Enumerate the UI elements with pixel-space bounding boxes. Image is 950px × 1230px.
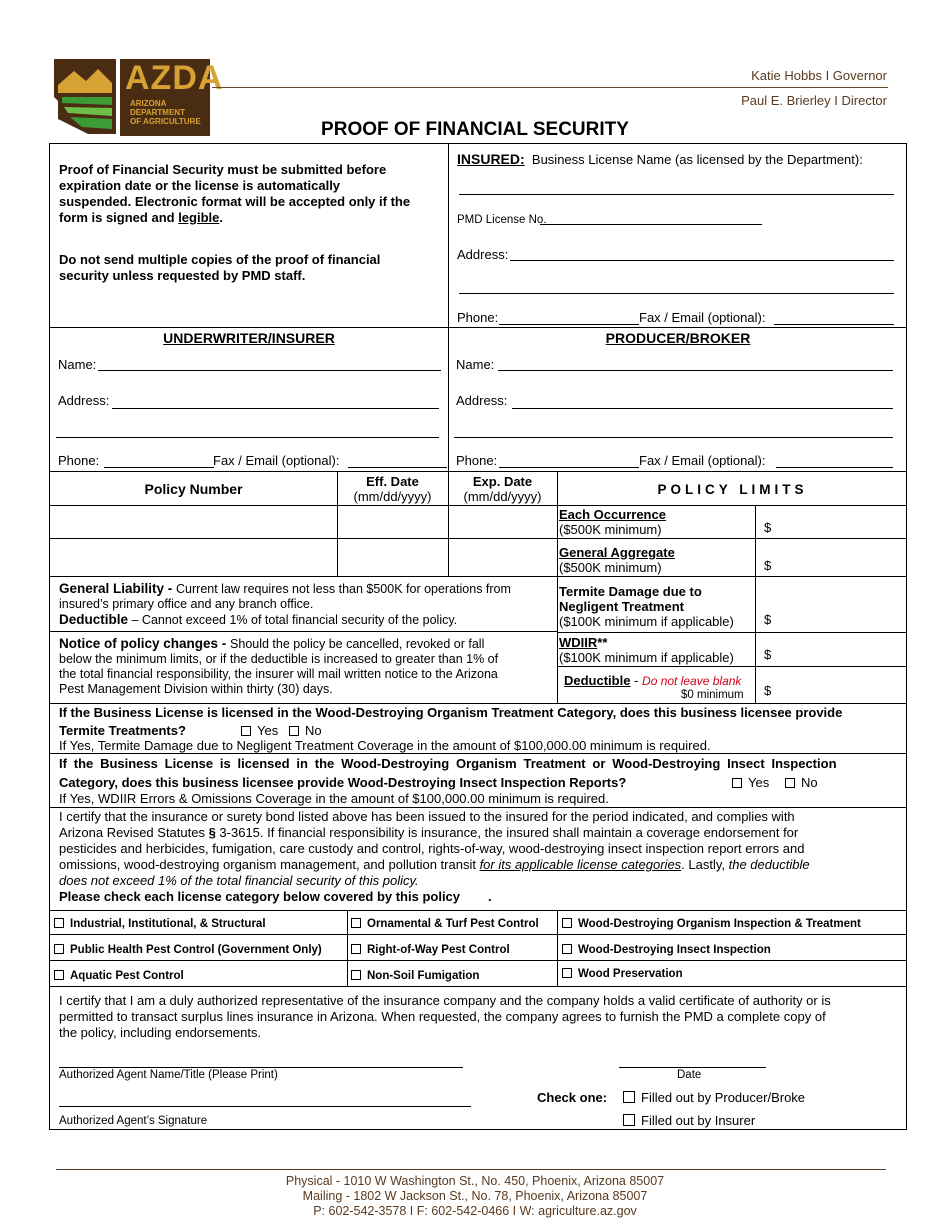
policy-number-field-2[interactable] [50, 539, 337, 576]
date-label: Date [677, 1069, 702, 1081]
policy-limits-header: POLICY LIMITS [657, 482, 808, 497]
header-divider [212, 87, 888, 88]
checkbox-icon[interactable] [351, 970, 361, 980]
checkbox-icon[interactable] [54, 970, 64, 980]
director-name: Paul E. Brierley I Director [741, 93, 887, 108]
insured-fax-label: Fax / Email (optional): [639, 310, 766, 325]
category-wdi-inspection[interactable]: Wood-Destroying Insect Inspection [562, 943, 771, 958]
option-insurer[interactable]: Filled out by Insurer [623, 1113, 755, 1128]
producer-phone-label: Phone: [456, 453, 498, 468]
certify-period: . [488, 889, 492, 904]
producer-address-field[interactable] [512, 408, 893, 409]
general-aggregate-label: General Aggregate ($500K minimum) [559, 545, 675, 575]
wdiir-label: WDIIR** ($100K minimum if applicable) [559, 635, 734, 665]
checkbox-icon[interactable] [562, 944, 572, 954]
producer-phone-field[interactable] [499, 467, 639, 468]
logo-text: AZDA [125, 59, 224, 97]
underwriter-address-label: Address: [58, 393, 110, 408]
category-wood-preservation[interactable]: Wood Preservation [562, 967, 683, 982]
underwriter-fax-label: Fax / Email (optional): [213, 453, 340, 468]
category-public-health[interactable]: Public Health Pest Control (Government Only) [54, 943, 322, 958]
pmd-license-label: PMD License No. [457, 214, 547, 226]
termite-yes-option[interactable]: Yes [241, 723, 278, 738]
form-container [49, 143, 907, 1130]
wdiir-dollar[interactable]: $ [764, 647, 772, 662]
underwriter-name-label: Name: [58, 357, 97, 372]
insured-address-label: Address: [457, 247, 509, 262]
logo-subtitle-1: ARIZONA [130, 99, 167, 108]
each-occurrence-dollar[interactable]: $ [764, 520, 772, 535]
category-aquatic[interactable]: Aquatic Pest Control [54, 969, 184, 984]
insured-address-field-2[interactable] [459, 293, 894, 294]
governor-name: Katie Hobbs I Governor [751, 68, 887, 83]
underwriter-phone-field[interactable] [104, 467, 214, 468]
general-liability-note: General Liability - Current law requires not less than $500K for operations from insured’s primary office and any branch office. Deductible – Cannot exceed 1% of total financial security of the policy. [59, 581, 511, 627]
eff-date-field-2[interactable] [338, 539, 448, 576]
wdiir-note: If Yes, WDIIR Errors & Omissions Coverage in the amount of $100,000.00 minimum is required. [59, 791, 609, 806]
termite-no-option[interactable]: No [289, 723, 322, 738]
agent-signature-field[interactable] [59, 1106, 471, 1107]
termite-question-cont: Termite Treatments? [59, 723, 186, 738]
insured-phone-field[interactable] [499, 324, 639, 325]
underwriter-heading: UNDERWRITER/INSURER [163, 330, 335, 346]
option-producer-broker[interactable]: Filled out by Producer/Broke [623, 1090, 805, 1105]
producer-fax-field[interactable] [776, 467, 893, 468]
checkbox-icon[interactable] [351, 944, 361, 954]
policy-number-header: Policy Number [144, 481, 243, 497]
producer-name-label: Name: [456, 357, 495, 372]
insured-fax-field[interactable] [774, 324, 894, 325]
footer-mailing-address: Mailing - 1802 W Jackson St., No. 78, Phoenix, Arizona 85007 [302, 1189, 648, 1203]
eff-date-field-1[interactable] [338, 506, 448, 538]
deductible-minimum: $0 minimum [681, 689, 744, 701]
intro-paragraph-1: Proof of Financial Security must be submitted before expiration date or the license is automatically suspended. Electronic format will be accepted only if the form is signed and legible. [59, 162, 411, 225]
termite-damage-dollar[interactable]: $ [764, 612, 772, 627]
producer-address-field-2[interactable] [454, 437, 893, 438]
deductible-dollar[interactable]: $ [764, 683, 772, 698]
underwriter-name-field[interactable] [98, 370, 441, 371]
checkbox-icon[interactable] [289, 726, 299, 736]
exp-date-header: Exp. Date (mm/dd/yyyy) [463, 474, 542, 504]
notice-of-policy-changes: Notice of policy changes - Should the policy be cancelled, revoked or fall below the minimum limits, or if the deductible is increased to greater than 1% of the total financial responsibility, the insurer will mail written notice to the Arizona Pest Management Division within thirty (30) days. [59, 636, 499, 696]
agent-certification: I certify that I am a duly authorized representative of the insurance company and the company holds a valid certificate of authority or is permitted to transact surplus lines insurance in Arizona. When requested, the company agrees to furnish the PMD a complete copy of the policy, including endorsements. [59, 993, 831, 1040]
deductible-label: Deductible - Do not leave blank [564, 673, 742, 688]
producer-heading: PRODUCER/BROKER [605, 330, 751, 346]
checkbox-icon[interactable] [54, 944, 64, 954]
footer-contact: P: 602-542-3578 I F: 602-542-0466 I W: agriculture.az.gov [313, 1204, 637, 1218]
wdiir-yes-option[interactable]: Yes [732, 775, 769, 790]
underwriter-phone-label: Phone: [58, 453, 100, 468]
category-non-soil-fumigation[interactable]: Non-Soil Fumigation [351, 969, 479, 984]
underwriter-fax-field[interactable] [348, 467, 447, 468]
checkbox-icon[interactable] [732, 778, 742, 788]
exp-date-field-2[interactable] [449, 539, 557, 576]
pmd-license-field[interactable] [540, 224, 762, 225]
producer-address-label: Address: [456, 393, 508, 408]
footer-physical-address: Physical - 1010 W Washington St., No. 450, Phoenix, Arizona 85007 [285, 1174, 665, 1188]
each-occurrence-label: Each Occurrence ($500K minimum) [559, 507, 666, 537]
checkbox-icon[interactable] [351, 918, 361, 928]
exp-date-field-1[interactable] [449, 506, 557, 538]
underwriter-address-field-2[interactable] [56, 437, 439, 438]
checkbox-icon[interactable] [54, 918, 64, 928]
wdiir-question-cont: Category, does this business licensee provide Wood-Destroying Insect Inspection Reports? [59, 775, 627, 790]
intro-paragraph-2: Do not send multiple copies of the proof of financial security unless requested by PMD staff. [59, 252, 381, 283]
check-one-label: Check one: [537, 1090, 608, 1105]
category-ornamental-turf[interactable]: Ornamental & Turf Pest Control [351, 917, 539, 932]
insured-phone-label: Phone: [457, 310, 499, 325]
producer-fax-label: Fax / Email (optional): [639, 453, 766, 468]
checkbox-icon[interactable] [623, 1091, 635, 1103]
termite-damage-label: Termite Damage due to Negligent Treatment ($100K minimum if applicable) [559, 584, 734, 629]
agent-name-label: Authorized Agent Name/Title (Please Print) [59, 1069, 278, 1081]
policy-number-field-1[interactable] [50, 506, 337, 538]
logo-subtitle-2: DEPARTMENT [130, 108, 185, 117]
page-title: PROOF OF FINANCIAL SECURITY [321, 119, 629, 140]
checkbox-icon[interactable] [562, 968, 572, 978]
underwriter-address-field[interactable] [112, 408, 439, 409]
category-wdo-inspection-treatment[interactable]: Wood-Destroying Organism Inspection & Treatment [562, 917, 861, 932]
logo-subtitle-3: OF AGRICULTURE [130, 117, 201, 126]
footer-divider [56, 1169, 886, 1170]
general-aggregate-dollar[interactable]: $ [764, 558, 772, 573]
insurance-certification: I certify that the insurance or surety bond listed above has been issued to the insured for the period indicated, and complies with Arizona Revised Statutes § 3-3615. If financial responsibility is insurance, the insured shall maintain a coverage endorsement for pesticides and herbicides, fumigation, care custody and control, rights-of-way, wood-destroying insect inspection report errors and omissions, wood-destroying organism management, and pollution transit for its applicable license categories. Lastly, the deductible does not exceed 1% of the total financial security of this policy. Please check each license category below covered by this policy [59, 809, 810, 904]
agent-signature-label: Authorized Agent’s Signature [59, 1115, 208, 1127]
wdiir-no-option[interactable]: No [785, 775, 818, 790]
wdiir-question: If the Business License is licensed in the Wood-Destroying Organism Treatment or Wood-Destroying Insect Inspection [59, 756, 837, 771]
insured-business-name-field[interactable] [459, 194, 894, 195]
termite-question: If the Business License is licensed in the Wood-Destroying Organism Treatment Category, does this business licensee provide [59, 705, 843, 720]
category-industrial[interactable]: Industrial, Institutional, & Structural [54, 917, 266, 932]
category-right-of-way[interactable]: Right-of-Way Pest Control [351, 943, 510, 958]
termite-note: If Yes, Termite Damage due to Negligent Treatment Coverage in the amount of $100,000.00 minimum is required. [59, 738, 711, 753]
producer-name-field[interactable] [498, 370, 893, 371]
checkbox-icon[interactable] [241, 726, 251, 736]
checkbox-icon[interactable] [623, 1114, 635, 1126]
insured-address-field[interactable] [510, 260, 894, 261]
checkbox-icon[interactable] [785, 778, 795, 788]
insured-heading: INSURED: Business License Name (as licensed by the Department): [457, 151, 863, 167]
eff-date-header: Eff. Date (mm/dd/yyyy) [353, 474, 432, 504]
checkbox-icon[interactable] [562, 918, 572, 928]
